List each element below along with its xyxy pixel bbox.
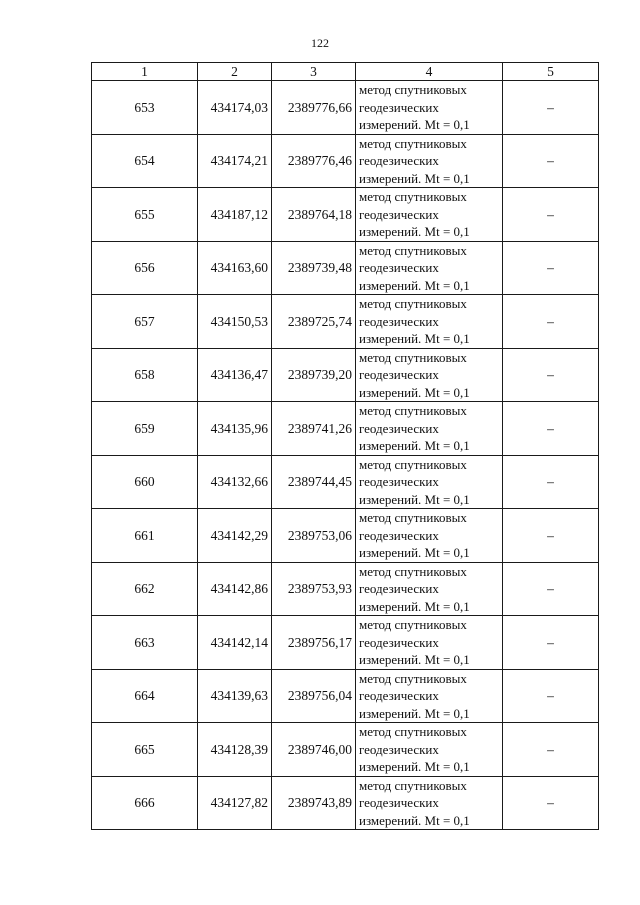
method-line: метод спутниковых — [359, 670, 467, 686]
method-line: измерений. Mt = 0,1 — [359, 438, 470, 453]
table-row — [92, 669, 599, 723]
method-line: геодезических — [359, 260, 439, 275]
x-coordinate-cell: 434136,47 — [198, 348, 272, 402]
method-cell — [356, 723, 503, 777]
method-line: метод спутниковых — [359, 82, 467, 97]
table-row — [92, 455, 599, 509]
point-number-cell: 655 — [92, 188, 198, 242]
method-cell — [356, 562, 503, 616]
table-row — [92, 295, 599, 349]
y-coordinate-cell: 2389756,04 — [272, 669, 356, 723]
method-line: геодезических — [359, 206, 439, 222]
method-line: метод спутниковых — [359, 563, 467, 579]
note-cell: – — [503, 134, 599, 188]
y-coordinate-cell: 2389725,74 — [272, 295, 356, 349]
point-number-cell: 658 — [92, 348, 198, 402]
method-line: измерений. Mt = 0,1 — [359, 117, 470, 132]
method-line: метод спутниковых — [359, 135, 467, 151]
x-coordinate-cell: 434142,29 — [198, 509, 272, 563]
x-coordinate-cell: 434135,96 — [198, 402, 272, 456]
method-line: геодезических — [359, 634, 439, 650]
y-coordinate-cell: 2389776,66 — [272, 81, 356, 135]
table-row — [92, 616, 599, 670]
table-row — [92, 402, 599, 456]
method-line: геодезических — [359, 527, 439, 543]
method-line: измерений. Mt = 0,1 — [359, 812, 470, 828]
y-coordinate-cell: 2389739,48 — [272, 241, 356, 295]
table-header — [92, 63, 599, 81]
method-line: геодезических — [359, 420, 439, 436]
method-line: метод спутниковых — [359, 510, 467, 525]
x-coordinate-cell: 434174,03 — [198, 81, 272, 135]
header-col-4: 4 — [356, 63, 503, 81]
x-coordinate-cell: 434132,66 — [198, 455, 272, 509]
table-row — [92, 348, 599, 402]
x-coordinate-cell: 434187,12 — [198, 188, 272, 242]
method-line: геодезических — [359, 741, 439, 757]
method-line: измерений. Mt = 0,1 — [359, 598, 470, 614]
note-cell: – — [503, 241, 599, 295]
table-row — [92, 241, 599, 295]
method-line: геодезических — [359, 795, 439, 810]
table-row — [92, 81, 599, 135]
table-row — [92, 509, 599, 563]
note-cell: – — [503, 723, 599, 777]
note-cell: – — [503, 295, 599, 349]
x-coordinate-cell: 434163,60 — [198, 241, 272, 295]
method-line: геодезических — [359, 99, 439, 115]
table-row — [92, 188, 599, 242]
method-line: измерений. Mt = 0,1 — [359, 491, 470, 507]
x-coordinate-cell: 434174,21 — [198, 134, 272, 188]
method-line: метод спутниковых — [359, 456, 467, 472]
point-number-cell: 657 — [92, 295, 198, 349]
point-number-cell: 660 — [92, 455, 198, 509]
note-cell: – — [503, 402, 599, 456]
method-line: геодезических — [359, 153, 439, 168]
method-line: измерений. Mt = 0,1 — [359, 277, 470, 293]
method-cell — [356, 455, 503, 509]
header-row — [92, 63, 599, 81]
point-number-cell: 653 — [92, 81, 198, 135]
method-cell — [356, 241, 503, 295]
x-coordinate-cell: 434150,53 — [198, 295, 272, 349]
method-line: геодезических — [359, 474, 439, 489]
x-coordinate-cell: 434142,14 — [198, 616, 272, 670]
method-line: метод спутниковых — [359, 777, 467, 793]
method-line: метод спутниковых — [359, 189, 467, 204]
method-cell — [356, 402, 503, 456]
method-cell — [356, 295, 503, 349]
point-number-cell: 664 — [92, 669, 198, 723]
method-line: измерений. Mt = 0,1 — [359, 759, 470, 774]
header-col-1: 1 — [92, 63, 198, 81]
method-line: геодезических — [359, 581, 439, 596]
y-coordinate-cell: 2389741,26 — [272, 402, 356, 456]
method-line: метод спутниковых — [359, 242, 467, 258]
y-coordinate-cell: 2389739,20 — [272, 348, 356, 402]
y-coordinate-cell: 2389743,89 — [272, 776, 356, 830]
x-coordinate-cell: 434127,82 — [198, 776, 272, 830]
y-coordinate-cell: 2389746,00 — [272, 723, 356, 777]
method-cell — [356, 134, 503, 188]
method-cell — [356, 348, 503, 402]
method-cell — [356, 616, 503, 670]
table-row — [92, 776, 599, 830]
method-line: геодезических — [359, 688, 439, 703]
y-coordinate-cell: 2389753,93 — [272, 562, 356, 616]
method-line: измерений. Mt = 0,1 — [359, 652, 470, 667]
method-line: метод спутниковых — [359, 617, 467, 632]
method-cell — [356, 81, 503, 135]
method-cell — [356, 669, 503, 723]
point-number-cell: 666 — [92, 776, 198, 830]
x-coordinate-cell: 434142,86 — [198, 562, 272, 616]
method-cell — [356, 188, 503, 242]
header-col-2: 2 — [198, 63, 272, 81]
table-row — [92, 562, 599, 616]
note-cell: – — [503, 81, 599, 135]
point-number-cell: 665 — [92, 723, 198, 777]
method-line: метод спутниковых — [359, 403, 467, 418]
table-body — [92, 81, 599, 830]
point-number-cell: 656 — [92, 241, 198, 295]
method-line: измерений. Mt = 0,1 — [359, 545, 470, 560]
table-row — [92, 723, 599, 777]
method-cell — [356, 509, 503, 563]
method-line: измерений. Mt = 0,1 — [359, 331, 470, 346]
x-coordinate-cell: 434139,63 — [198, 669, 272, 723]
method-cell — [356, 776, 503, 830]
table-row — [92, 134, 599, 188]
note-cell: – — [503, 348, 599, 402]
note-cell: – — [503, 776, 599, 830]
point-number-cell: 662 — [92, 562, 198, 616]
method-line: измерений. Mt = 0,1 — [359, 705, 470, 721]
header-col-3: 3 — [272, 63, 356, 81]
header-col-5: 5 — [503, 63, 599, 81]
x-coordinate-cell: 434128,39 — [198, 723, 272, 777]
y-coordinate-cell: 2389764,18 — [272, 188, 356, 242]
point-number-cell: 659 — [92, 402, 198, 456]
method-line: измерений. Mt = 0,1 — [359, 224, 470, 239]
y-coordinate-cell: 2389753,06 — [272, 509, 356, 563]
point-number-cell: 661 — [92, 509, 198, 563]
note-cell: – — [503, 509, 599, 563]
note-cell: – — [503, 616, 599, 670]
method-line: измерений. Mt = 0,1 — [359, 384, 470, 400]
method-line: геодезических — [359, 313, 439, 329]
method-line: измерений. Mt = 0,1 — [359, 170, 470, 186]
note-cell: – — [503, 562, 599, 616]
method-line: геодезических — [359, 367, 439, 382]
point-number-cell: 654 — [92, 134, 198, 188]
y-coordinate-cell: 2389756,17 — [272, 616, 356, 670]
coordinates-table — [91, 62, 599, 830]
point-number-cell: 663 — [92, 616, 198, 670]
method-line: метод спутниковых — [359, 296, 467, 311]
note-cell: – — [503, 188, 599, 242]
y-coordinate-cell: 2389744,45 — [272, 455, 356, 509]
method-line: метод спутниковых — [359, 349, 467, 365]
y-coordinate-cell: 2389776,46 — [272, 134, 356, 188]
method-line: метод спутниковых — [359, 724, 467, 739]
note-cell: – — [503, 669, 599, 723]
page-number: 122 — [311, 36, 329, 50]
note-cell: – — [503, 455, 599, 509]
